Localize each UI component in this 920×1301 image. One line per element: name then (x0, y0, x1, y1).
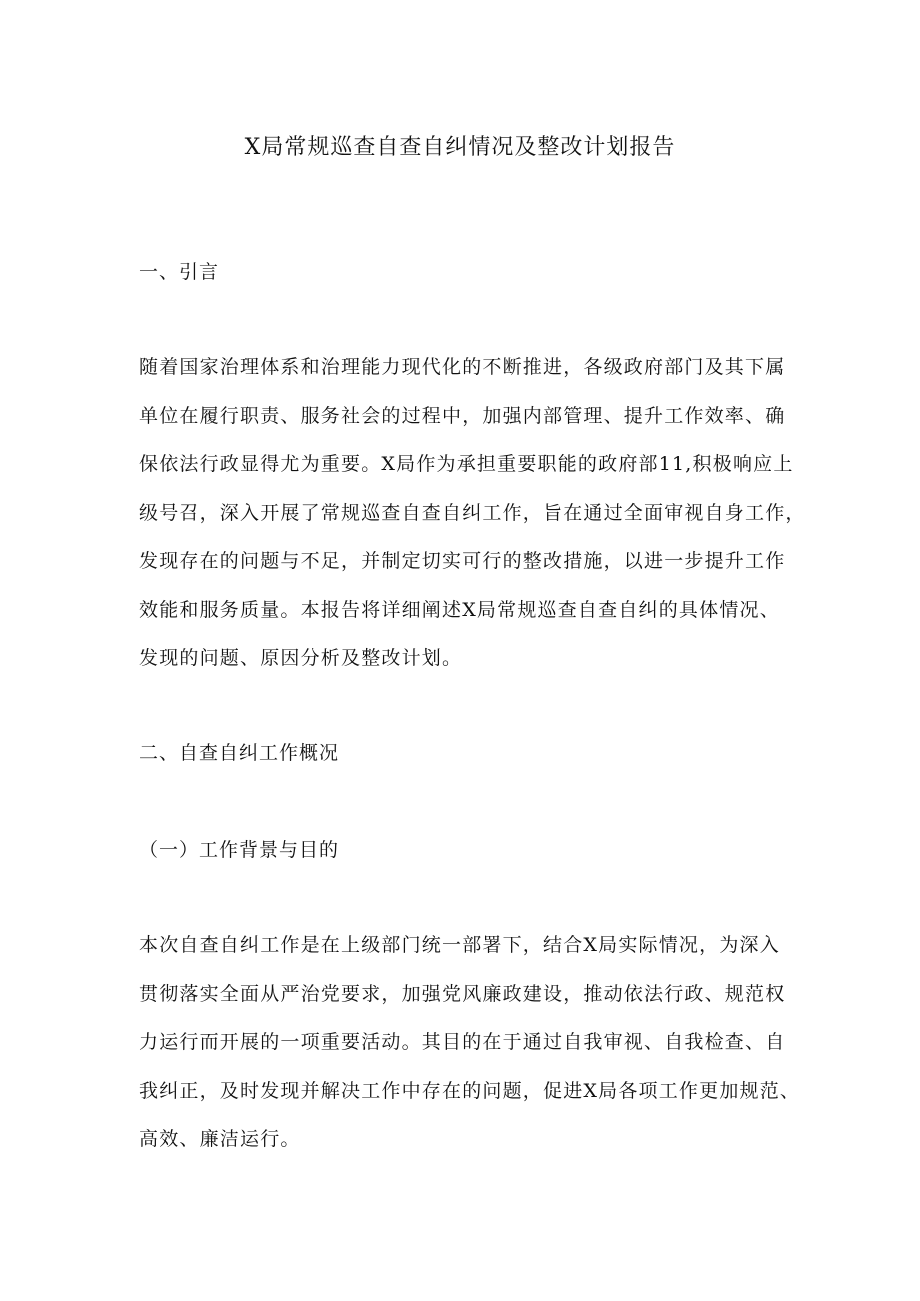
section-heading-overview: 二、自查自纠工作概况 (139, 742, 340, 764)
paragraph-line: 发现存在的问题与不足，并制定切实可行的整改措施，以进一步提升工作 (139, 550, 786, 572)
paragraph-line: 高效、廉洁运行。 (139, 1128, 301, 1150)
paragraph-line: 力运行而开展的一项重要活动。其目的在于通过自我审视、自我检查、自 (139, 1031, 786, 1053)
paragraph-line: 随着国家治理体系和治理能力现代化的不断推进，各级政府部门及其下属 (139, 356, 786, 378)
paragraph-line: 本次自查自纠工作是在上级部门统一部署下，结合X局实际情况，为深入 (139, 934, 780, 956)
paragraph-line: 单位在履行职责、服务社会的过程中，加强内部管理、提升工作效率、确 (139, 404, 786, 427)
paragraph-line: 我纠正，及时发现并解决工作中存在的问题，促进X局各项工作更加规范、 (139, 1079, 801, 1102)
introduction-paragraph (139, 343, 806, 683)
paragraph-line: 贯彻落实全面从严治党要求，加强党风廉政建设，推动依法行政、规范权 (139, 982, 786, 1005)
subsection-heading-background: （一）工作背景与目的 (139, 839, 340, 861)
paragraph-line: 效能和服务质量。本报告将详细阐述X局常规巡查自查自纠的具体情况、 (139, 598, 780, 621)
paragraph-line: 发现的问题、原因分析及整改计划。 (139, 647, 463, 669)
document-title: X局常规巡查自查自纠情况及整改计划报告 (244, 135, 676, 160)
paragraph-line: 级号召，深入开展了常规巡查自查自纠工作，旨在通过全面审视自身工作， (139, 501, 806, 524)
section-heading-introduction: 一、引言 (139, 261, 220, 283)
paragraph-line: 保依法行政显得尤为重要。X局作为承担重要职能的政府部11,积极响应上 (139, 453, 794, 475)
background-paragraph (139, 921, 799, 1164)
